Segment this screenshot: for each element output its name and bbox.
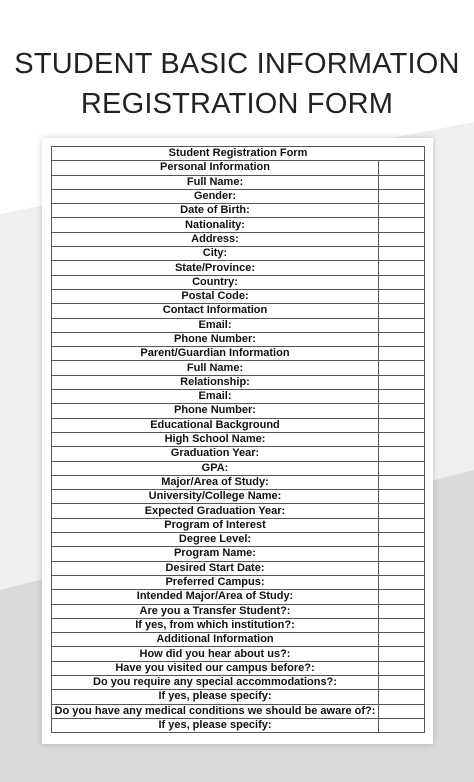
field-label: Email:	[52, 390, 379, 404]
section-title: Educational Background	[52, 418, 379, 432]
field-label: Graduation Year:	[52, 447, 379, 461]
field-value-cell[interactable]	[379, 604, 425, 618]
section-value-cell[interactable]	[379, 347, 425, 361]
section-title: Personal Information	[52, 161, 379, 175]
field-value-cell[interactable]	[379, 232, 425, 246]
field-value-cell[interactable]	[379, 204, 425, 218]
field-value-cell[interactable]	[379, 561, 425, 575]
field-label: Degree Level:	[52, 533, 379, 547]
field-value-cell[interactable]	[379, 690, 425, 704]
field-value-cell[interactable]	[379, 261, 425, 275]
field-row	[52, 232, 425, 246]
field-value-cell[interactable]	[379, 618, 425, 632]
section-title: Additional Information	[52, 633, 379, 647]
field-row	[52, 461, 425, 475]
field-row	[52, 275, 425, 289]
section-title: Contact Information	[52, 304, 379, 318]
field-value-cell[interactable]	[379, 390, 425, 404]
section-title: Parent/Guardian Information	[52, 347, 379, 361]
field-value-cell[interactable]	[379, 332, 425, 346]
field-label: How did you hear about us?:	[52, 647, 379, 661]
page-title	[0, 44, 474, 124]
field-label: City:	[52, 247, 379, 261]
field-value-cell[interactable]	[379, 275, 425, 289]
field-value-cell[interactable]	[379, 575, 425, 589]
field-label: Full Name:	[52, 175, 379, 189]
field-label: Gender:	[52, 189, 379, 203]
page-title-line-1: STUDENT BASIC INFORMATION	[14, 48, 460, 80]
field-label: Preferred Campus:	[52, 575, 379, 589]
field-label: Date of Birth:	[52, 204, 379, 218]
field-value-cell[interactable]	[379, 718, 425, 732]
field-label: Email:	[52, 318, 379, 332]
field-row	[52, 490, 425, 504]
field-row	[52, 475, 425, 489]
field-row	[52, 618, 425, 632]
field-label: If yes, from which institution?:	[52, 618, 379, 632]
section-value-cell[interactable]	[379, 161, 425, 175]
field-label: Phone Number:	[52, 404, 379, 418]
form-header-row	[52, 147, 425, 161]
field-row	[52, 718, 425, 732]
field-label: State/Province:	[52, 261, 379, 275]
field-value-cell[interactable]	[379, 661, 425, 675]
field-row	[52, 247, 425, 261]
field-label: Program Name:	[52, 547, 379, 561]
field-row	[52, 218, 425, 232]
section-title: Program of Interest	[52, 518, 379, 532]
field-row	[52, 332, 425, 346]
field-value-cell[interactable]	[379, 318, 425, 332]
field-row	[52, 447, 425, 461]
field-label: If yes, please specify:	[52, 718, 379, 732]
field-label: Do you have any medical conditions we should be aware of?:	[52, 704, 379, 718]
field-label: Postal Code:	[52, 289, 379, 303]
field-label: Major/Area of Study:	[52, 475, 379, 489]
section-row	[52, 161, 425, 175]
section-row	[52, 633, 425, 647]
field-label: GPA:	[52, 461, 379, 475]
section-row	[52, 518, 425, 532]
field-value-cell[interactable]	[379, 247, 425, 261]
field-label: Nationality:	[52, 218, 379, 232]
field-value-cell[interactable]	[379, 447, 425, 461]
field-label: Full Name:	[52, 361, 379, 375]
field-value-cell[interactable]	[379, 375, 425, 389]
field-row	[52, 261, 425, 275]
section-value-cell[interactable]	[379, 304, 425, 318]
field-label: Relationship:	[52, 375, 379, 389]
section-row	[52, 347, 425, 361]
field-row	[52, 432, 425, 446]
field-label: High School Name:	[52, 432, 379, 446]
field-label: Phone Number:	[52, 332, 379, 346]
field-value-cell[interactable]	[379, 590, 425, 604]
field-label: Are you a Transfer Student?:	[52, 604, 379, 618]
field-row	[52, 404, 425, 418]
field-value-cell[interactable]	[379, 432, 425, 446]
field-row	[52, 661, 425, 675]
field-value-cell[interactable]	[379, 475, 425, 489]
field-label: Have you visited our campus before?:	[52, 661, 379, 675]
field-value-cell[interactable]	[379, 404, 425, 418]
field-row	[52, 204, 425, 218]
field-value-cell[interactable]	[379, 533, 425, 547]
section-value-cell[interactable]	[379, 418, 425, 432]
field-label: Desired Start Date:	[52, 561, 379, 575]
field-row	[52, 647, 425, 661]
section-row	[52, 418, 425, 432]
field-row	[52, 604, 425, 618]
field-value-cell[interactable]	[379, 704, 425, 718]
field-value-cell[interactable]	[379, 490, 425, 504]
field-value-cell[interactable]	[379, 675, 425, 689]
field-row	[52, 704, 425, 718]
field-row	[52, 318, 425, 332]
field-row	[52, 390, 425, 404]
field-row	[52, 590, 425, 604]
field-label: If yes, please specify:	[52, 690, 379, 704]
field-row	[52, 175, 425, 189]
field-value-cell[interactable]	[379, 289, 425, 303]
field-value-cell[interactable]	[379, 361, 425, 375]
field-row	[52, 504, 425, 518]
field-row	[52, 361, 425, 375]
field-row	[52, 189, 425, 203]
field-value-cell[interactable]	[379, 647, 425, 661]
field-row	[52, 575, 425, 589]
field-value-cell[interactable]	[379, 175, 425, 189]
field-row	[52, 533, 425, 547]
field-row	[52, 690, 425, 704]
field-value-cell[interactable]	[379, 189, 425, 203]
registration-form-table	[51, 146, 425, 733]
field-row	[52, 675, 425, 689]
field-value-cell[interactable]	[379, 461, 425, 475]
field-value-cell[interactable]	[379, 504, 425, 518]
field-value-cell[interactable]	[379, 218, 425, 232]
field-label: Address:	[52, 232, 379, 246]
section-value-cell[interactable]	[379, 633, 425, 647]
form-header: Student Registration Form	[52, 147, 425, 161]
field-label: Country:	[52, 275, 379, 289]
field-value-cell[interactable]	[379, 547, 425, 561]
field-row	[52, 289, 425, 303]
field-label: University/College Name:	[52, 490, 379, 504]
field-row	[52, 561, 425, 575]
section-value-cell[interactable]	[379, 518, 425, 532]
field-label: Intended Major/Area of Study:	[52, 590, 379, 604]
field-label: Expected Graduation Year:	[52, 504, 379, 518]
field-label: Do you require any special accommodations?:	[52, 675, 379, 689]
field-row	[52, 547, 425, 561]
page-title-line-2: REGISTRATION FORM	[80, 88, 394, 120]
form-body	[52, 147, 425, 733]
field-row	[52, 375, 425, 389]
section-row	[52, 304, 425, 318]
